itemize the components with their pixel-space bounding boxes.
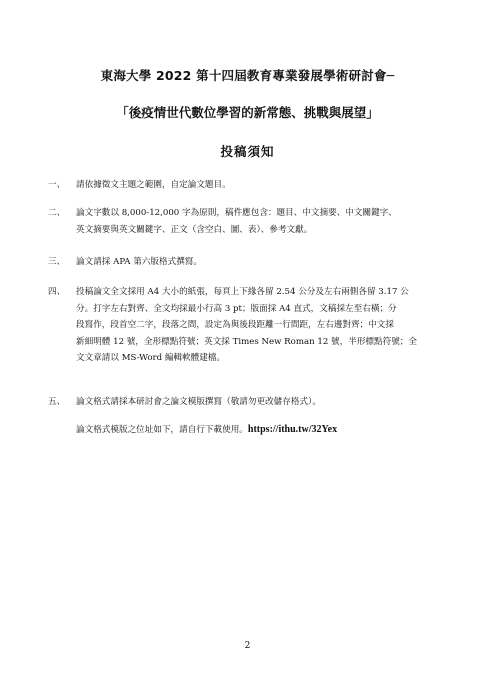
page-number: 2 (244, 641, 251, 651)
item-number: 四、 (48, 287, 66, 297)
item-line: 請依據徵文主題之範圍，自定論文題目。 (76, 180, 231, 190)
item-text (76, 284, 458, 367)
item-line: 論文格式請採本研討會之論文模版撰寫（敬請勿更改儲存格式）。 (76, 397, 321, 407)
item-line: 分。打字左右對齊、全文均採最小行高 3 pt；版面採 A4 直式，文稿採左至右橫；分 (76, 303, 397, 314)
document-subtitle: 「後疫情世代數位學習的新常態、挑戰與展望」 (116, 105, 379, 120)
document-title: 東海大學 2022 第十四屆教育專業發展學術研討會─ (100, 68, 395, 83)
item-number: 五、 (48, 397, 66, 407)
item-line: 論文請採 APA 第六版格式撰寫。 (76, 257, 202, 267)
item-line: 論文字數以 8,000-12,000 字為原則，稿件應包含：題目、中文摘要、中文關鍵字、 (76, 208, 397, 218)
template-url-link[interactable]: https://ithu.tw/32Yex (247, 424, 338, 435)
item-number: 二、 (48, 208, 66, 218)
item-number: 一、 (48, 180, 66, 190)
item-number: 三、 (48, 257, 66, 267)
section-heading: 投稿須知 (220, 144, 275, 159)
item-line: 英文摘要與英文關鍵字、正文（含空白、圖、表）、參考文獻。 (76, 224, 313, 235)
item-line: 段寫作，段首空二字，段落之間，設定為與後段距離一行間距，左右邊對齊；中文採 (76, 320, 394, 331)
item-line: 文文章請以 MS-Word 編輯軟體建檔。 (76, 353, 226, 364)
item-line: 投稿論文全文採用 A4 大小的紙張，每頁上下緣各留 2.54 公分及左右兩側各留 3.17 公 (76, 287, 409, 297)
note-text: 論文格式模版之位址如下，請自行下載使用。 (76, 425, 248, 435)
item-text (76, 205, 458, 238)
template-download-note (76, 423, 337, 435)
item-text (76, 177, 458, 194)
item-text (76, 254, 458, 271)
item-text (76, 394, 458, 411)
item-line: 新細明體 12 號，全形標點符號；英文採 Times New Roman 12 號，半形標點符號；全 (76, 336, 417, 347)
